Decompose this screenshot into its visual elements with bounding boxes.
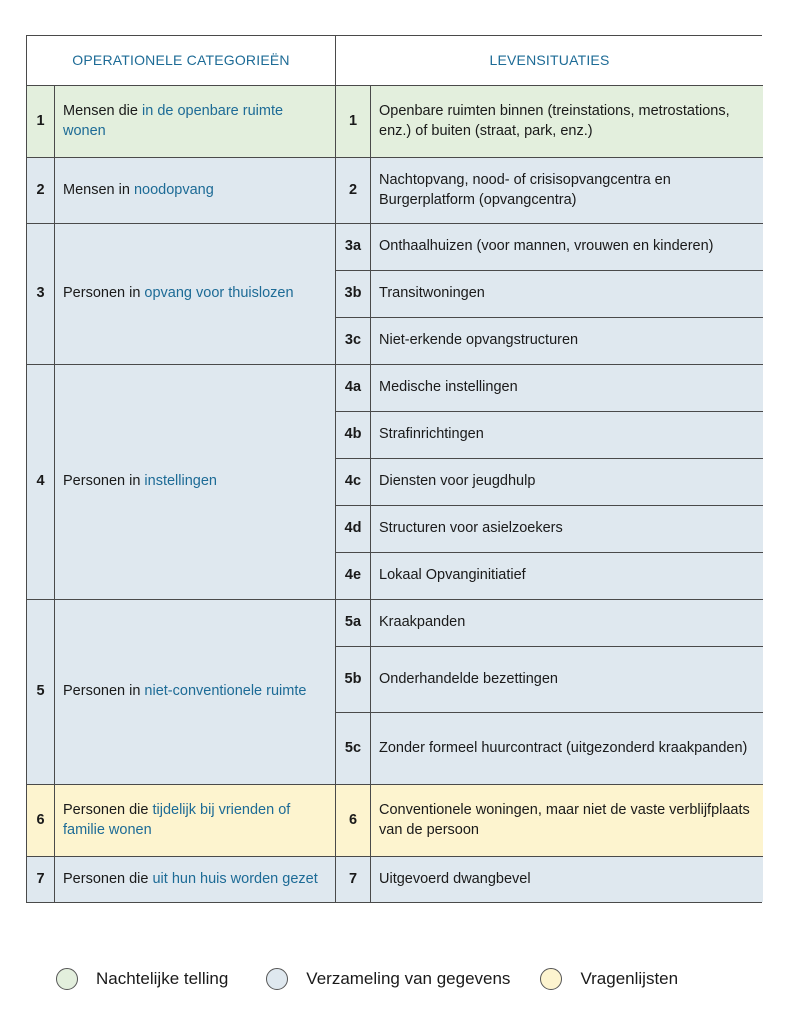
situation-label: Onthaalhuizen (voor mannen, vrouwen en kinderen): [371, 224, 763, 271]
category-text: Personen in: [63, 473, 145, 490]
yellow-circle-icon: [540, 968, 562, 990]
green-circle-icon: [56, 968, 78, 990]
situation-number: 5a: [336, 600, 371, 647]
situation-number: 4c: [336, 459, 371, 506]
category-label: [55, 224, 336, 365]
situation-number: 6: [336, 785, 371, 857]
category-number: 5: [27, 600, 55, 785]
situation-number: 4e: [336, 553, 371, 600]
category-highlight: tijdelijk bij vrienden of familie wonen: [63, 802, 291, 838]
category-highlight: noodopvang: [133, 181, 214, 198]
category-highlight: opvang voor thuislozen: [144, 285, 294, 302]
situation-label: Openbare ruimten binnen (treinstations, metrostations, enz.) of buiten (straat, park, enz.): [371, 86, 763, 158]
header-life-situations: LEVENSITUATIES: [336, 36, 763, 86]
legend-label: Vragenlijsten: [580, 969, 679, 988]
category-label: [55, 600, 336, 785]
situation-label: Transitwoningen: [371, 271, 763, 318]
situation-label: Uitgevoerd dwangbevel: [371, 857, 763, 902]
legend-label: Nachtelijke telling: [96, 969, 229, 988]
situation-label: Onderhandelde bezettingen: [371, 647, 763, 713]
legend-label: Verzameling van gegevens: [306, 969, 511, 988]
category-text: Personen in: [63, 683, 145, 700]
category-text: Personen die: [63, 870, 153, 887]
situation-label: Lokaal Opvanginitiatief: [371, 553, 763, 600]
category-label: [55, 857, 336, 902]
situation-number: 5b: [336, 647, 371, 713]
typology-table: [26, 35, 762, 903]
category-number: 2: [27, 158, 55, 224]
situation-number: 3c: [336, 318, 371, 365]
situation-number: 7: [336, 857, 371, 902]
category-label: [55, 365, 336, 600]
situation-label: Medische instellingen: [371, 365, 763, 412]
situation-number: 1: [336, 86, 371, 158]
blue-circle-icon: [266, 968, 288, 990]
legend-item: [56, 968, 228, 990]
situation-label: Kraakpanden: [371, 600, 763, 647]
category-text: Mensen die: [63, 103, 142, 120]
legend: [56, 964, 736, 994]
situation-label: Structuren voor asielzoekers: [371, 506, 763, 553]
category-number: 3: [27, 224, 55, 365]
situation-label: Conventionele woningen, maar niet de vaste verblijfplaats van de persoon: [371, 785, 763, 857]
category-highlight: uit hun huis worden gezet: [152, 870, 318, 887]
category-label: [55, 785, 336, 857]
category-highlight: niet-conventionele ruimte: [144, 683, 307, 700]
legend-item: [266, 968, 510, 990]
situation-number: 3b: [336, 271, 371, 318]
situation-number: 2: [336, 158, 371, 224]
category-number: 6: [27, 785, 55, 857]
category-number: 4: [27, 365, 55, 600]
situation-label: Zonder formeel huurcontract (uitgezonderd kraakpanden): [371, 713, 763, 785]
legend-item: [540, 968, 678, 990]
situation-label: Nachtopvang, nood- of crisisopvangcentra en Burgerplatform (opvangcentra): [371, 158, 763, 224]
situation-label: Strafinrichtingen: [371, 412, 763, 459]
situation-label: Niet-erkende opvangstructuren: [371, 318, 763, 365]
category-highlight: instellingen: [144, 473, 217, 490]
situation-number: 3a: [336, 224, 371, 271]
situation-label: Diensten voor jeugdhulp: [371, 459, 763, 506]
situation-number: 4d: [336, 506, 371, 553]
category-label: [55, 158, 336, 224]
category-text: Personen in: [63, 285, 145, 302]
category-text: Personen die: [63, 802, 153, 819]
category-number: 1: [27, 86, 55, 158]
situation-number: 4b: [336, 412, 371, 459]
header-operational-categories: OPERATIONELE CATEGORIEËN: [27, 36, 336, 86]
category-text: Mensen in: [63, 181, 134, 198]
category-label: [55, 86, 336, 158]
category-number: 7: [27, 857, 55, 902]
category-highlight: in de openbare ruimte wonen: [63, 103, 284, 139]
situation-number: 5c: [336, 713, 371, 785]
situation-number: 4a: [336, 365, 371, 412]
